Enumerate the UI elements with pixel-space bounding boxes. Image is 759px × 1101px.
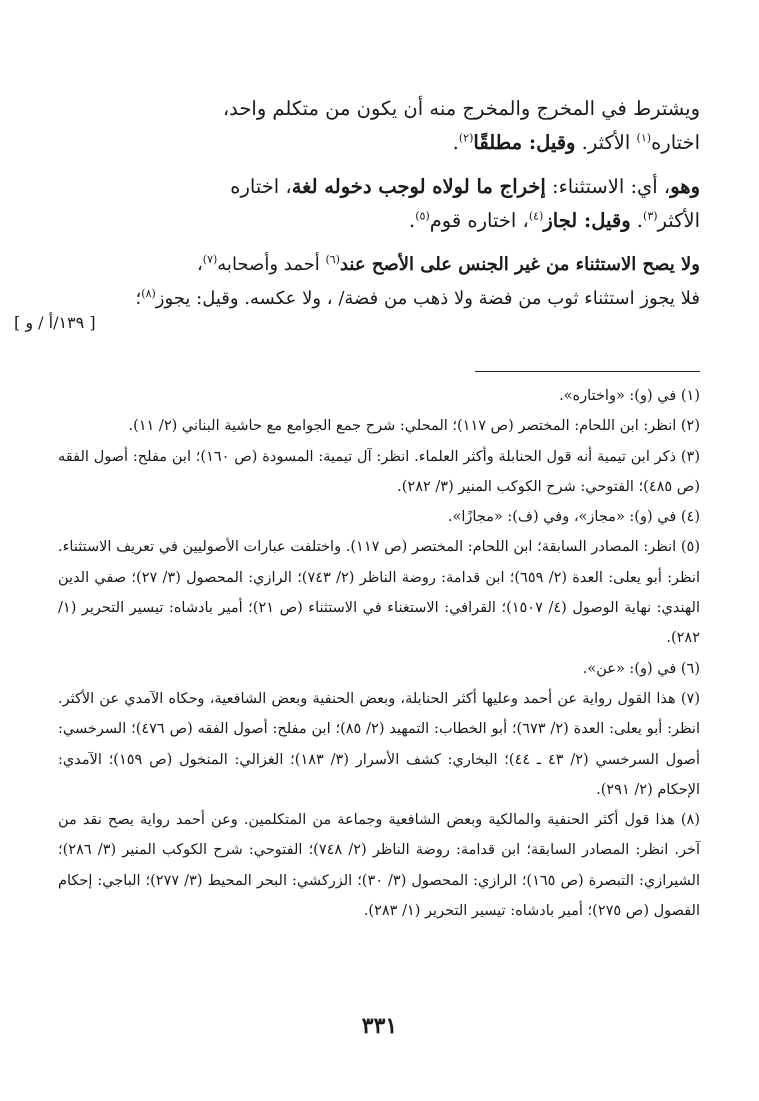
main-paragraph-3: ولا يصح الاستثناء من غير الجنس على الأصح عند$^{(٦)}$ أحمد وأصحابه$^{(٧)}$، فلا يجوز استثناء ثوب من فضة ولا ذهب من فضة/ ، ولا عكسه. وقيل: يجوز$^{(٨)}$؛ bbox=[135, 253, 700, 309]
footnote-1: (١) في (و): «واختاره». bbox=[559, 388, 700, 404]
footnote-ref-6[interactable]: (٦) bbox=[325, 253, 340, 266]
term-wahuwa: وهو bbox=[670, 175, 700, 198]
footnote-6: (٦) في (و): «عن». bbox=[582, 660, 700, 677]
footnote-5: (٥) انظر: المصادر السابقة؛ ابن اللحام: المختصر (ص ١١٧). واختلفت عبارات الأصوليين في تعريف الاستثناء. انظر: أبو يعلى: العدة (٢/ ٦٥٩)؛ ابن قدامة: روضة الناظر (٢/ ٧٤٣)؛ الرازي: المحصول (٣/ ٢٧)؛ صفي الدين الهندي: نهاية الوصول (٤/ ١٥٠٧)؛ القرافي: الاستغناء في الاستثناء (ص ٢١)؛ أمير بادشاه: تيسير التحرير (١/ ٢٨٢). bbox=[58, 539, 701, 647]
footnote-ref-4[interactable]: (٤) bbox=[528, 209, 544, 223]
main-paragraph-1: ويشترط في المخرج والمخرج منه أن يكون من متكلم واحد، اختاره$^{(١)}$ الأكثر. وقيل: مطلقًا$^{(٢)}$. bbox=[222, 97, 700, 154]
footnote-ref-8[interactable]: (٨) bbox=[141, 287, 156, 300]
footnotes bbox=[58, 381, 700, 926]
footnote-ref-1[interactable]: (١) bbox=[636, 131, 652, 145]
footnote-8: (٨) هذا قول أكثر الحنفية والمالكية وبعض الشافعية وجماعة من المتكلمين. وعن أحمد رواية يصح نقد من آخر. انظر: المصادر السابقة؛ ابن قدامة: روضة الناظر (٢/ ٧٤٨)؛ الفتوحي: شرح الكوكب المنير (٣/ ٢٨٦)؛ الشيرازي: التبصرة (ص ١٦٥)؛ الرازي: المحصول (٣/ ٣٠)؛ الزركشي: البحر المحيط (٣/ ٢٧٧)؛ الباجي: إحكام الفصول (ص ٢٧٥)؛ أمير بادشاه: تيسير التحرير (١/ ٢٨٣). bbox=[58, 812, 701, 920]
definition-istithna: إخراج ما لولاه لوجب دخوله لغة bbox=[291, 175, 546, 198]
footnote-ref-5[interactable]: (٥) bbox=[415, 209, 430, 223]
footnote-3: (٣) ذكر ابن تيمية أنه قول الحنابلة وأكثر العلماء. انظر: آل تيمية: المسودة (ص ١٦٠)؛ ابن مفلح: أصول الفقه (ص ٤٨٥)؛ الفتوحي: شرح الكوكب المنير (٣/ ٢٨٢). bbox=[58, 448, 700, 495]
footnote-ref-3[interactable]: (٣) bbox=[643, 209, 658, 223]
main-paragraph-2: وهو، أي: الاستثناء: إخراج ما لولاه لوجب دخوله لغة، اختاره الأكثر$^{(٣)}$. وقيل: لجاز$^{(٤)}$، اختاره قوم$^{(٥)}$. bbox=[230, 175, 700, 232]
footnote-4: (٤) في (و): «مجاز»، وفي (ف): «مجازًا». bbox=[447, 509, 700, 526]
footnote-ref-2[interactable]: (٢) bbox=[458, 131, 474, 145]
ruling-text: ولا يصح الاستثناء من غير الجنس على الأصح عند bbox=[339, 254, 700, 275]
footnote-separator bbox=[475, 371, 700, 372]
term-mutlaqan: وقيل: مطلقًا bbox=[473, 131, 576, 154]
page-number: ٣٣١ bbox=[361, 1013, 398, 1039]
main-text bbox=[60, 92, 700, 316]
footnote-2: (٢) انظر: ابن اللحام: المختصر (ص ١١٧)؛ المحلي: شرح جمع الجوامع مع حاشية البناني (٢/ ١١). bbox=[128, 418, 700, 435]
para1-line1: ويشترط في المخرج والمخرج منه أن يكون من متكلم واحد، bbox=[222, 97, 700, 120]
term-lajaz: وقيل: لجاز bbox=[543, 209, 631, 232]
manuscript-margin-reference: [ ١٣٩/أ / و ] bbox=[14, 313, 96, 332]
footnote-7: (٧) هذا القول رواية عن أحمد وعليها أكثر الحنابلة، وبعض الحنفية وبعض الشافعية، وحكاه الآمدي عن الأكثر. انظر: أبو يعلى: العدة (٢/ ٦٧٣)؛ أبو الخطاب: التمهيد (٢/ ٨٥)؛ ابن مفلح: أصول الفقه (ص ٤٧٦)؛ السرخسي: أصول السرخسي (٢/ ٤٣ ـ ٤٤)؛ البخاري: كشف الأسرار (٣/ ١٨٣)؛ الغزالي: المنخول (ص ١٥٩)؛ الآمدي: الإحكام (٢/ ٢٩١). bbox=[58, 690, 701, 798]
footnote-ref-7[interactable]: (٧) bbox=[202, 253, 218, 266]
